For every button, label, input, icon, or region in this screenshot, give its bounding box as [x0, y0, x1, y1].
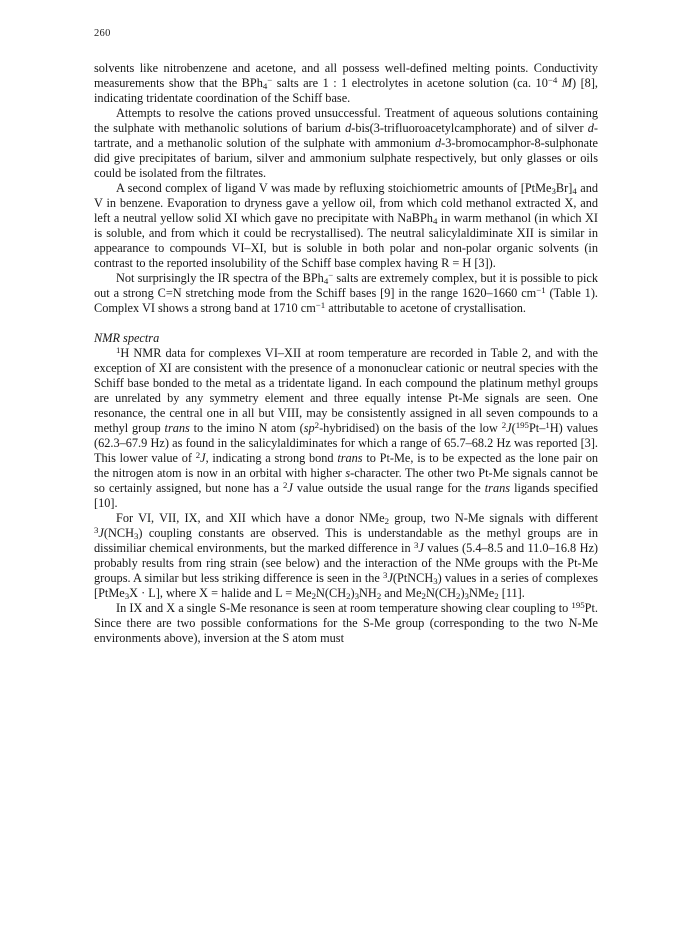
section-heading-nmr: NMR spectra: [94, 331, 160, 345]
paragraph-nmr-data: $^1$H NMR data for complexes VI–XII at room temperature are recorded in Table 2, and with the exception of XI are consistent with the presence of a mononuclear cationic or neutral species with the Schiff base bonded to the metal as a tridentate ligand. In each compound the platinum methyl groups are unrelated by any symmetry element and three equally intense Pt-Me signals are seen. One resonance, the central one in all but VIII, may be consistently assigned in all seven compounds to a methyl group trans to the imino N atom $(sp^2-hybridised)$ on the basis of the low $^2$J($^{195}$Pt–$^1$H) values (62.3–67.9 Hz) as found in the salicylaldiminates for which a range of 65.7–68.2 Hz was reported [3]. This lower value of $^2$J, indicating a strong bond trans to Pt-Me, is to be expected as the lone pair on the nitrogen atom is now in an orbital with higher s-character. The other two Pt-Me signals cannot be so certainly assigned, but none has a $^2$J value outside the usual range for the trans ligands specified [10].: [94, 345, 599, 510]
paragraph-resolution-attempts: Attempts to resolve the cations proved unsuccessful. Treatment of aqueous solutions containing the sulphate with methanolic solutions of barium d-bis(3-trifluoroacetylcamphorate) and of silver d-tartrate, and a methanolic solution of the sulphate with ammonium d-3-bromocamphor-8-sulphonate did give precipitates of barium, silver and ammonium sulphate respectively, but only glasses or oils could be isolated from the filtrates.: [94, 106, 598, 180]
section-spacer: [94, 316, 598, 331]
paragraph-s-me-resonance: In IX and X a single S-Me resonance is seen at room temperature showing clear coupling to $^{195}$Pt. Since there are two possible conformations for the S-Me group (corresponding to the two N-Me environments above), inversion at the S atom must: [94, 600, 598, 645]
paragraph-ir-spectra: Not surprisingly the IR spectra of the BPh$_4$− salts are extremely complex, but it is possible to pick out a strong C=N stretching mode from the Schiff bases [9] in the range 1620–1660 $cm^{-1}$ (Table 1). Complex VI shows a strong band at 1710 $cm^{-1}$ attributable to acetone of crystallisation.: [94, 270, 599, 315]
page-number: 260: [94, 28, 111, 39]
paragraph-n-me-signals: For VI, VII, IX, and XII which have a donor NMe$_2$ group, two N-Me signals with different $^3J(NCH_3)$ coupling constants are observed. This is understandable as the methyl groups are in dissimiliar chemical environments, but the marked difference in $^3$J values (5.4–8.5 and 11.0–16.8 Hz) probably results from ring strain (see below) and the interaction of the NMe groups with the Pt-Me groups. A similar but less striking difference is seen in the $^3$J(PtNCH$_3$) values in a series of complexes [PtMe$_3$X · L], where X = halide and $L = Me_2N(CH_2)_3NH_2$ and $Me_2N(CH_2)_3NMe_2$ [11].: [94, 511, 598, 602]
body-text: [94, 61, 598, 646]
paragraph-second-complex: A second complex of ligand V was made by refluxing stoichiometric amounts of $[PtMe_3Br]_4$ and V in benzene. Evaporation to dryness gave a yellow oil, from which cold methanol extracted X, and left a neutral yellow solid XI which gave no precipitate with NaBPh$_4$ in warm methanol (in which XI is soluble, and from which it could be recrystallised). The neutral salicylaldiminate XII is similar in appearance to compounds VI–XI, but is soluble in both polar and non-polar organic solvents (in contrast to the reported insolubility of the Schiff base complex having R = H [3]).: [94, 181, 598, 270]
paragraph-salts-properties: solvents like nitrobenzene and acetone, and all possess well-defined melting points. Conductivity measurements show that the BPh$_4$− salts are 1 : 1 electrolytes in acetone solution (ca. $10^{-4}$ M) [8], indicating tridentate coordination of the Schiff base.: [94, 61, 598, 105]
